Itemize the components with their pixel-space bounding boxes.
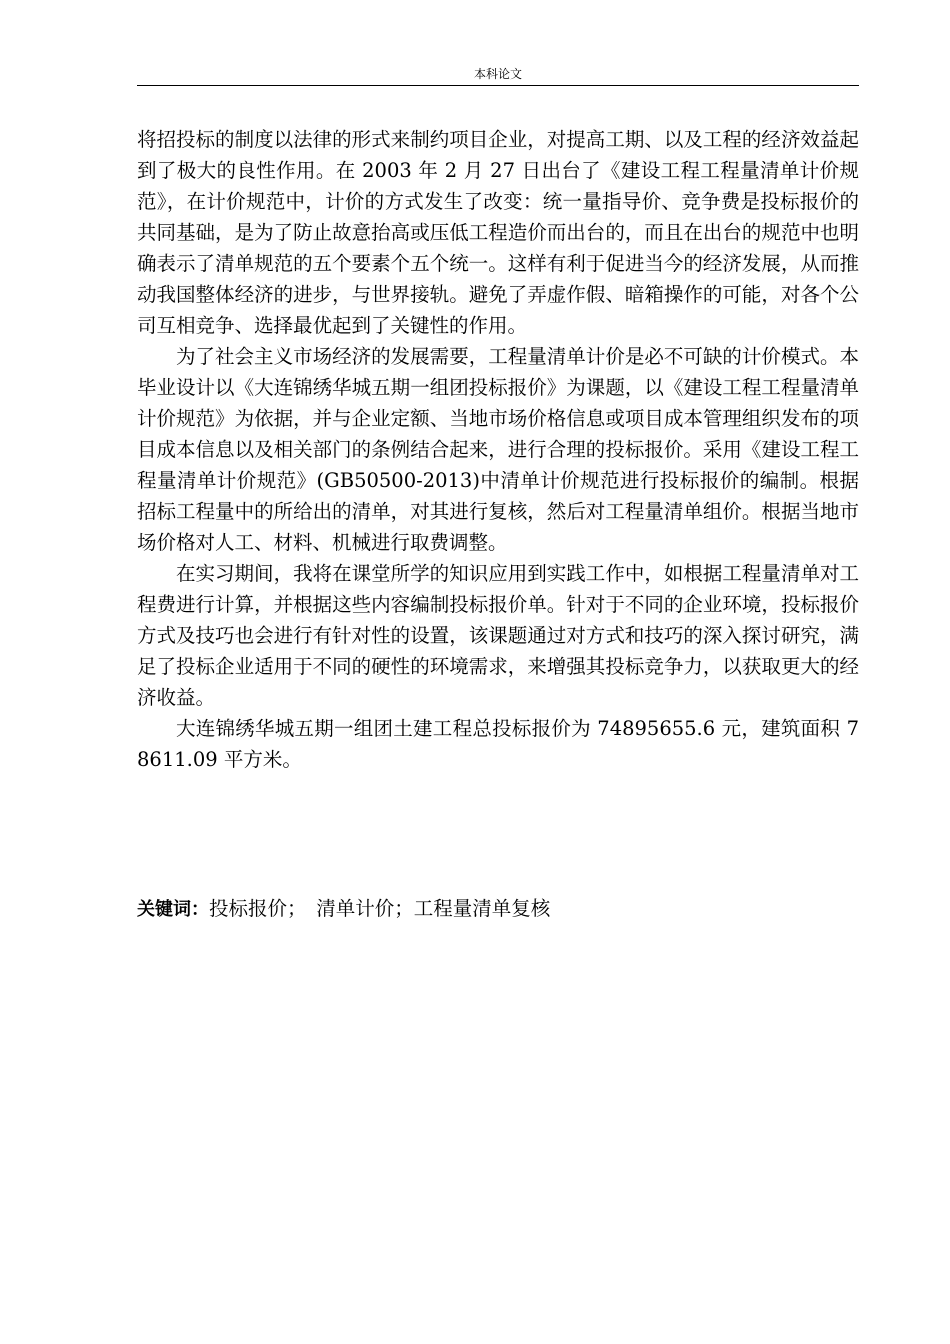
abstract-body [137,124,859,775]
running-header: 本科论文 [473,67,522,81]
keywords-items: 投标报价； 清单计价；工程量清单复核 [209,897,551,920]
keywords-line [137,893,859,925]
header-divider [137,85,859,86]
paragraph-3: 在实习期间，我将在课堂所学的知识应用到实践工作中，如根据工程量清单对工程费进行计算，并根据这些内容编制投标报价单。针对于不同的企业环境，投标报价方式及技巧也会进行有针对性的设置，该课题通过对方式和技巧的深入探讨研究，满足了投标企业适用于不同的硬性的环境需求，来增强其投标竞争力，以获取更大的经济收益。 [137,562,859,709]
paragraph-4: 大连锦绣华城五期一组团土建工程总投标报价为 74895655.6 元，建筑面积 78611.09 平方米。 [137,717,859,771]
paragraph-1: 将招投标的制度以法律的形式来制约项目企业，对提高工期、以及工程的经济效益起到了极大的良性作用。在 2003 年 2 月 27 日出台了《建设工程工程量清单计价规范》，在计价规范中，计价的方式发生了改变：统一量指导价、竞争费是投标报价的共同基础，是为了防止故意抬高或压低工程造价而出台的，而且在出台的规范中也明确表示了清单规范的五个要素个五个统一。这样有利于促进当今的经济发展，从而推动我国整体经济的进步，与世界接轨。避免了弄虚作假、暗箱操作的可能，对各个公司互相竞争、选择最优起到了关键性的作用。 [137,128,859,337]
paragraph-2: 为了社会主义市场经济的发展需要，工程量清单计价是必不可缺的计价模式。本毕业设计以《大连锦绣华城五期一组团投标报价》为课题，以《建设工程工程量清单计价规范》为依据，并与企业定额、当地市场价格信息或项目成本管理组织发布的项目成本信息以及相关部门的条例结合起来，进行合理的投标报价。采用《建设工程工程量清单计价规范》(GB50500-2013)中清单计价规范进行投标报价的编制。根据招标工程量中的所给出的清单，对其进行复核，然后对工程量清单组价。根据当地市场价格对人工、材料、机械进行取费调整。 [137,345,859,554]
keywords-label: 关键词： [137,899,209,920]
